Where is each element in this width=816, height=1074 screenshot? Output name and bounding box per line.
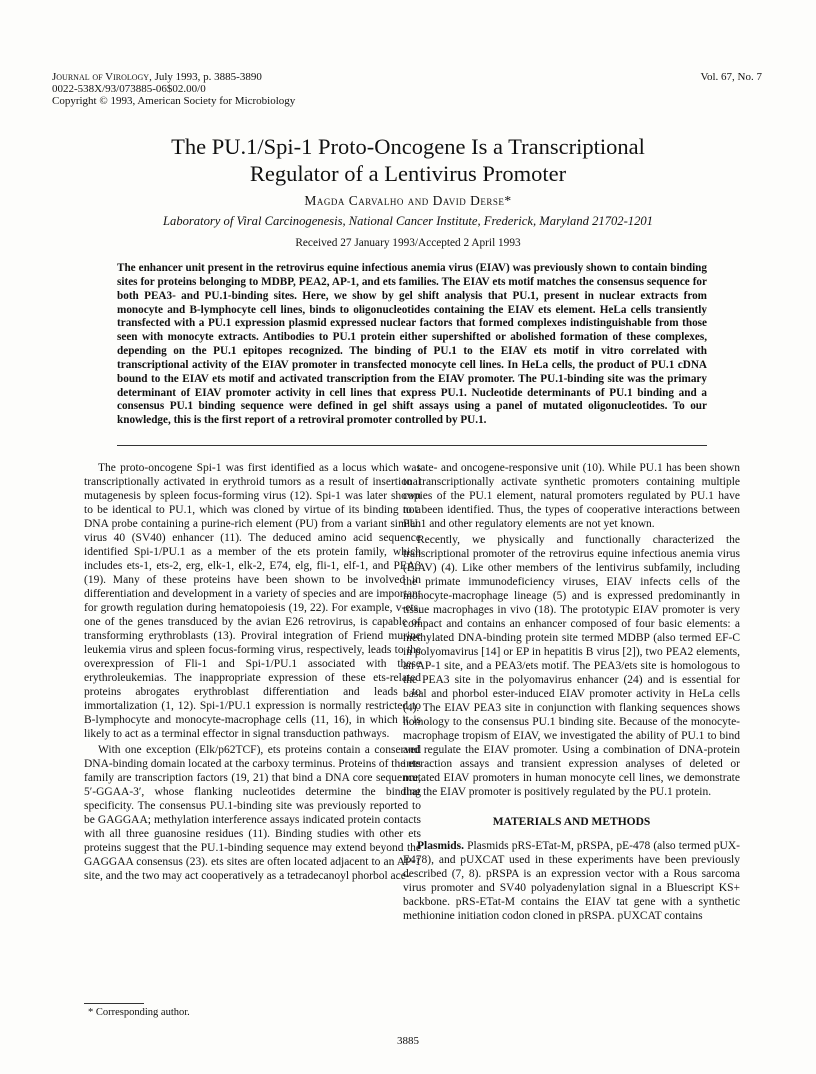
section-heading: MATERIALS AND METHODS [492,816,651,828]
page-number: 3885 [397,1035,419,1047]
body-column-right [403,461,740,923]
body-column-left [84,461,421,883]
article-title [60,133,756,187]
paragraph-text: Plasmids pRS-ETat-M, pRSPA, pE-478 (also termed pUX-E478), and pUXCAT used in these experiments have been previously described (7, 8). pRSPA is an expression vector with a Rous sarcoma virus promoter and SV40 polyadenylation signal in a Bluescript KS+ backbone. pRS-ETat-M contains the EIAV tat gene with a synthetic methionine initiation codon cloned in pRSPA. pUXCAT contains [403,840,740,922]
journal-name: Journal of Virology [52,71,150,83]
paragraph: With one exception (Elk/p62TCF), ets proteins contain a conserved DNA-binding domain located at the carboxy terminus. Proteins of the ets family are transcription factors (19, 21) that bind a DNA core sequence, 5′-GGAA-3′, whose flanking nucleotides determine the binding specificity. The consensus PU.1-binding site was previously reported to be GAGGAA; methylation interference assays indicated protein contacts with all three guanosine residues (11). Binding studies with other ets proteins suggest that the PU.1-binding sequence may extend beyond the GAGGAA consensus (23). ets sites are often located adjacent to an AP-1 site, and the two may act cooperatively as a tetradecanoyl phorbol ace- [84,744,421,882]
title-line-2: Regulator of a Lentivirus Promoter [249,161,567,186]
volume-label: Vol. 67, No. 7 [700,71,762,83]
author-list: Magda Carvalho and David Derse* [304,193,512,208]
paragraph [403,839,740,923]
copyright-line: Copyright © 1993, American Society for Microbiology [52,95,296,107]
journal-header [52,71,472,107]
footnote-divider [84,1003,144,1004]
paragraph: Recently, we physically and functionally characterized the transcriptional promoter of the retrovirus equine infectious anemia virus (EIAV) (4). Like other members of the lentivirus subfamily, including the primate immunodeficiency viruses, EIAV infects cells of the monocyte-macrophage lineage (5) and is expressed predominantly in tissue macrophages in vivo (18). The prototypic EIAV promoter is very compact and contains an enhancer composed of four basic elements: a methylated DNA-binding protein site termed MDBP (also termed EF-C in polyomavirus [14] or EP in hepatitis B virus [2]), two PEA2 elements, an AP-1 site, and a PEA3/ets motif. The PEA3/ets site is homologous to the PEA3 site in the polyomavirus enhancer (24) and is essential for basal and phorbol ester-induced EIAV promoter activity in HeLa cells (4). The EIAV PEA3 site in conjunction with flanking sequences shows homology to the consensus PU.1 binding site. Because of the monocyte-macrophage tropism of EIAV, we investigated the ability of PU.1 to bind and regulate the EIAV promoter. Using a combination of DNA-protein interaction assays and transient expression analyses of deleted or mutated EIAV promoters in human monocyte cell lines, we demonstrate that the EIAV promoter is positively regulated by the PU.1 protein. [403,534,740,798]
abstract-divider [117,445,707,446]
affiliation: Laboratory of Viral Carcinogenesis, National Cancer Institute, Frederick, Maryland 21702-1201 [163,214,653,228]
subsection-heading: Plasmids. [417,840,464,852]
paragraph: tate- and oncogene-responsive unit (10). While PU.1 has been shown to transcriptionally activate synthetic promoters containing multiple copies of the PU.1 element, natural promoters regulated by PU.1 have not been identified. Thus, the types of cooperative interactions between PU.1 and other regulatory elements are not yet known. [403,462,740,530]
footnote: * Corresponding author. [88,1007,190,1018]
issue-line: , July 1993, p. 3885-3890 [149,71,262,83]
abstract: The enhancer unit present in the retrovirus equine infectious anemia virus (EIAV) was previously shown to contain binding sites for proteins belonging to MDBP, PEA2, AP-1, and ets families. The EIAV ets motif matches the consensus sequence for both PEA3- and PU.1-binding sites. Here, we show by gel shift analysis that PU.1, present in nuclear extracts from monocyte and B-lymphocyte cell lines, binds to oligonucleotides containing the EIAV ets element. HeLa cells transiently transfected with a PU.1 expression plasmid expressed nuclear factors that formed complexes indistinguishable from those seen with monocyte extracts. Antibodies to PU.1 protein either supershifted or abolished formation of these complexes, depending on the PU.1 epitopes recognized. The binding of PU.1 to the EIAV ets motif in vitro correlated with transcriptional activity of the EIAV promoter in transfected monocyte cell lines. In HeLa cells, the product of PU.1 cDNA bound to the EIAV ets motif and activated transcription from the EIAV promoter. The PU.1-binding site was the primary determinant of EIAV promoter activity in cell lines that express PU.1. Nucleotide determinants of PU.1 binding and a consensus PU.1 binding sequence were defined in gel shift assays using a panel of mutated oligonucleotides. To our knowledge, this is the first report of a retroviral promoter controlled by PU.1. [117,262,707,427]
received-dates: Received 27 January 1993/Accepted 2 April 1993 [295,237,521,249]
article-code: 0022-538X/93/073885-06$02.00/0 [52,83,206,95]
paragraph: The proto-oncogene Spi-1 was first identified as a locus which was transcriptionally activated in erythroid tumors as a result of insertional mutagenesis by spleen focus-forming virus (12). Spi-1 was later shown to be identical to PU.1, which was cloned by virtue of its binding to a DNA probe containing a purine-rich element (PU) from a variant simian virus 40 (SV40) enhancer (11). The deduced amino acid sequence identified Spi-1/PU.1 as a member of the ets protein family, which includes ets-1, ets-2, erg, elk-1, elk-2, E74, elg, fli-1, elf-1, and PEA3 (19). Many of these proteins have been shown to be involved in differentiation and development in a variety of species and are important for growth regulation during hematopoiesis (19, 22). For example, v-ets, one of the genes transduced by the avian E26 retrovirus, is capable of transforming erythroblasts (13). Proviral integration of Friend murine leukemia virus and spleen focus-forming virus, respectively, leads to the overexpression of Fli-1 and Spi-1/PU.1 associated with these erythroleukemias. The inappropriate expression of these ets-related proteins abrogates erythroblast differentiation and leads to immortalization (1, 12). Spi-1/PU.1 expression is normally restricted to B-lymphocyte and monocyte-macrophage cells (11, 16), in which it is likely to act as a terminal effector in signal transduction pathways. [84,462,421,740]
title-line-1: The PU.1/Spi-1 Proto-Oncogene Is a Transcriptional [171,134,645,159]
